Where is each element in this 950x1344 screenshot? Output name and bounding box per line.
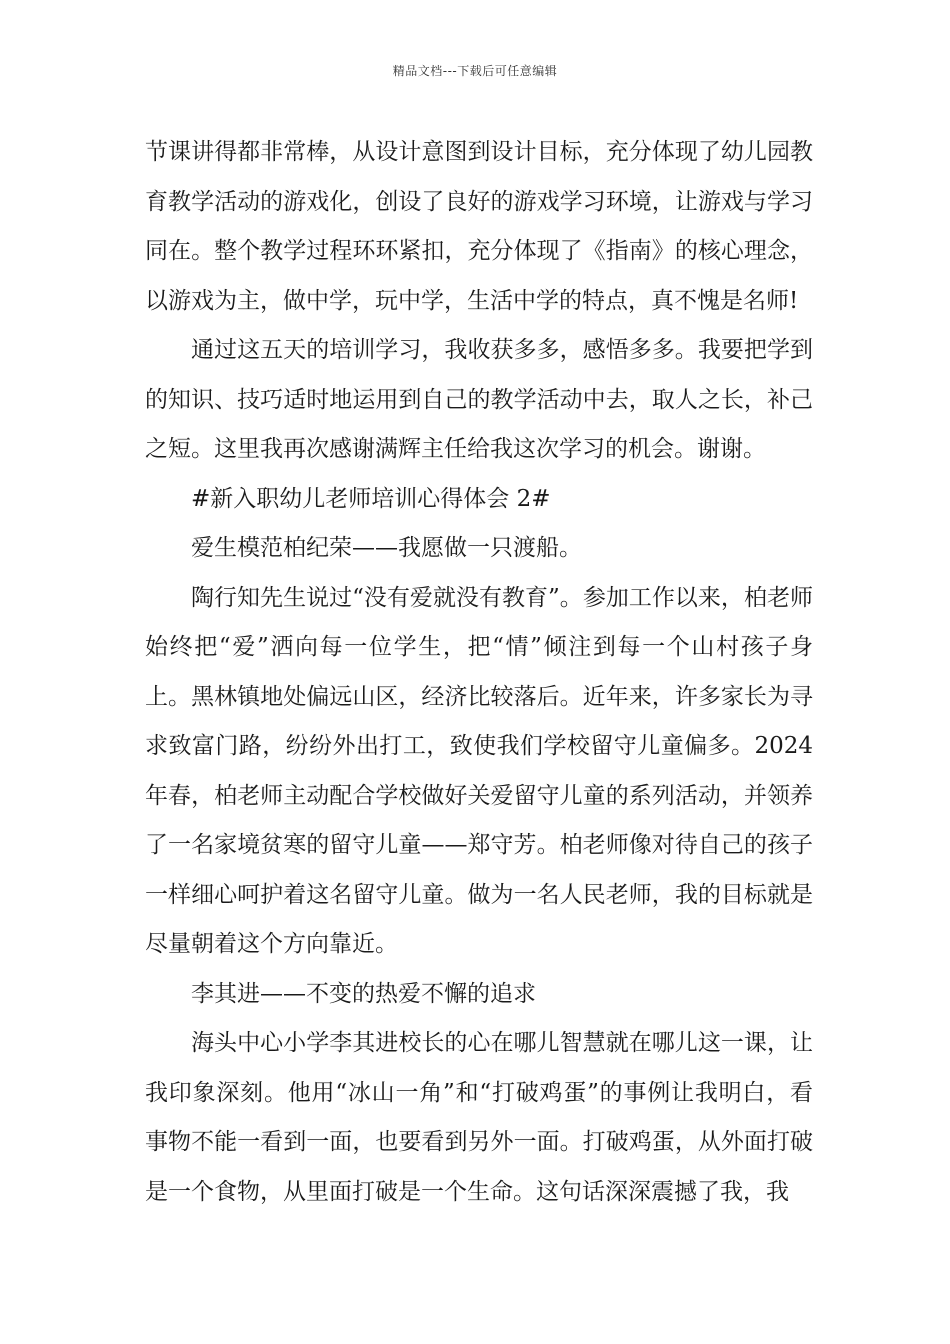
paragraph-1: 节课讲得都非常棒，从设计意图到设计目标，充分体现了幼儿园教育教学活动的游戏化，创设了良好的游戏学习环境，让游戏与学习同在。整个教学过程环环紧扣，充分体现了《指南》的核心理念，以游戏为主，做中学，玩中学，生活中学的特点，真不愧是名师! bbox=[145, 139, 813, 314]
paragraph-5: 陶行知先生说过“没有爱就没有教育”。参加工作以来，柏老师始终把“爱”洒向每一位学生，把“情”倾注到每一个山村孩子身上。黑林镇地处偏远山区，经济比较落后。近年来，许多家长为寻求致富门路，纷纷外出打工，致使我们学校留守儿童偏多。2024年春，柏老师主动配合学校做好关爱留守儿童的系列活动，并领养了一名家境贫寒的留守儿童——郑守芳。柏老师像对待自己的孩子一样细心呵护着这名留守儿童。做为一名人民老师，我的目标就是尽量朝着这个方向靠近。 bbox=[145, 584, 813, 957]
page-header: 精品文档---下载后可任意编辑 bbox=[392, 64, 558, 78]
subheading-bai-jirong: 爱生模范柏纪荣——我愿做一只渡船。 bbox=[191, 535, 582, 561]
paragraph-7: 海头中心小学李其进校长的心在哪儿智慧就在哪儿这一课，让我印象深刻。他用“冰山一角”和“打破鸡蛋”的事例让我明白，看事物不能一看到一面，也要看到另外一面。打破鸡蛋，从外面打破是一个食物，从里面打破是一个生命。这句话深深震撼了我，我 bbox=[145, 1030, 813, 1205]
paragraph-2: 通过这五天的培训学习，我收获多多，感悟多多。我要把学到的知识、技巧适时地运用到自己的教学活动中去，取人之长，补己之短。这里我再次感谢满辉主任给我这次学习的机会。谢谢。 bbox=[145, 337, 813, 462]
document-body bbox=[145, 128, 813, 1217]
section-heading-2: #新入职幼儿老师培训心得体会 2# bbox=[191, 485, 551, 512]
subheading-li-qijin: 李其进——不变的热爱不懈的追求 bbox=[191, 980, 536, 1007]
